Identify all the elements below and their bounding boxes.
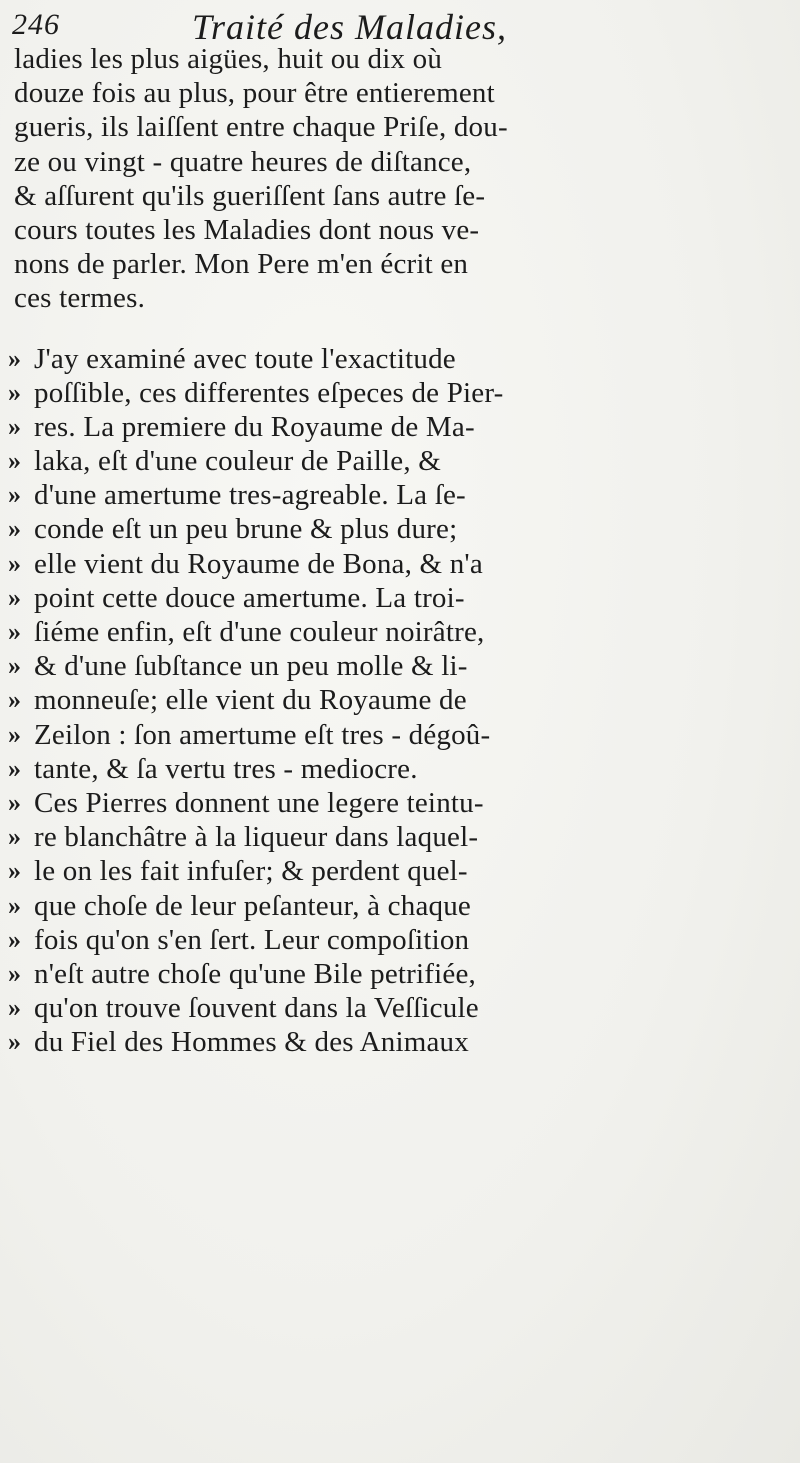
quotation-mark: » [8,1027,22,1057]
line-text: que choſe de leur peſanteur, à chaque [34,889,471,922]
line-text: monneuſe; elle vient du Royaume de [34,684,467,717]
text-line [14,76,800,110]
text-line [8,752,800,786]
quotation-mark: » [8,719,22,749]
text-line [8,581,800,615]
quotation-mark: » [8,993,22,1023]
line-text: point cette douce amertume. La troi- [34,581,465,614]
line-text: re blanchâtre à la liqueur dans laquel- [34,821,479,854]
text-line [8,718,800,752]
text-line [14,145,800,179]
text-line [8,342,800,376]
quotation-mark: » [8,685,22,715]
line-text: cours toutes les Maladies dont nous ve- [14,213,480,246]
line-text: ladies les plus aigües, huit ou dix où [14,43,443,75]
quotation-mark: » [8,446,22,476]
quotation-mark: » [8,411,22,441]
body-text [8,42,800,1059]
line-text: du Fiel des Hommes & des Animaux [34,1026,469,1059]
text-line [8,410,800,444]
text-line [8,478,800,512]
text-line [8,889,800,923]
line-text: laka, eſt d'une couleur de Paille, & [34,445,442,478]
quotation-mark: » [8,822,22,852]
quotation-mark: » [8,582,22,612]
line-text: & aſſurent qu'ils gueriſſent ſans autre ſe- [14,179,486,212]
text-line [8,991,800,1025]
quotation-mark: » [8,617,22,646]
quotation-mark: » [8,787,22,817]
line-text: d'une amertume tres-agreable. La ſe- [34,479,466,512]
line-text: tante, & ſa vertu tres - mediocre. [34,752,418,785]
line-text: ſiéme enfin, eſt d'une couleur noirâtre, [34,616,485,648]
quotation-mark: » [8,548,22,578]
text-line [8,683,800,717]
text-line [14,110,800,144]
quotation-mark: » [8,753,22,783]
line-text: Ces Pierres donnent une legere teintu- [34,786,484,819]
quotation-mark: » [8,856,22,886]
line-text: & d'une ſubſtance un peu molle & li- [34,650,468,683]
quotation-mark: » [8,343,22,373]
text-line [8,957,800,991]
text-line [14,281,800,315]
line-text: gueris, ils laiſſent entre chaque Priſe, dou- [14,111,508,144]
text-line [8,820,800,854]
line-text: douze fois au plus, pour être entierement [14,77,495,110]
line-text: le on les fait infuſer; & perdent quel- [34,855,468,888]
text-line [14,247,800,281]
line-text: fois qu'on s'en ſert. Leur compoſition [34,923,470,956]
line-text: qu'on trouve ſouvent dans la Veſſicule [34,992,479,1025]
quotation-mark: » [8,924,22,954]
quotation-mark: » [8,480,22,510]
line-text: elle vient du Royaume de Bona, & n'a [34,547,483,580]
line-text: Zeilon : ſon amertume eſt tres - dégoû- [34,718,491,751]
quotation-mark: » [8,377,22,407]
quotation-mark: » [8,514,22,544]
line-text: n'eſt autre choſe qu'une Bile petrifiée, [34,957,476,990]
line-text: ze ou vingt - quatre heures de diſtance, [14,145,472,178]
text-line [8,512,800,546]
line-text: poſſible, ces differentes eſpeces de Pier- [34,376,504,409]
line-text: conde eſt un peu brune & plus dure; [34,513,458,546]
text-line [14,213,800,247]
page-number: 246 [12,8,60,41]
line-text: res. La premiere du Royaume de Ma- [34,410,475,443]
text-line [8,1025,800,1059]
text-line [8,444,800,478]
text-line [8,854,800,888]
running-head: Traité des Maladies, [192,7,507,47]
text-line [8,649,800,683]
text-line [8,547,800,581]
text-line [8,923,800,957]
line-text: ces termes. [14,282,146,315]
quotation-mark: » [8,958,22,988]
text-line [8,786,800,820]
line-text: J'ay examiné avec toute l'exactitude [34,342,456,375]
text-line [8,376,800,410]
line-text: nons de parler. Mon Pere m'en écrit en [14,248,469,281]
quotation-mark: » [8,651,22,681]
quotation-mark: » [8,890,22,920]
text-line [14,179,800,213]
text-line [14,42,800,76]
text-line [8,615,800,649]
